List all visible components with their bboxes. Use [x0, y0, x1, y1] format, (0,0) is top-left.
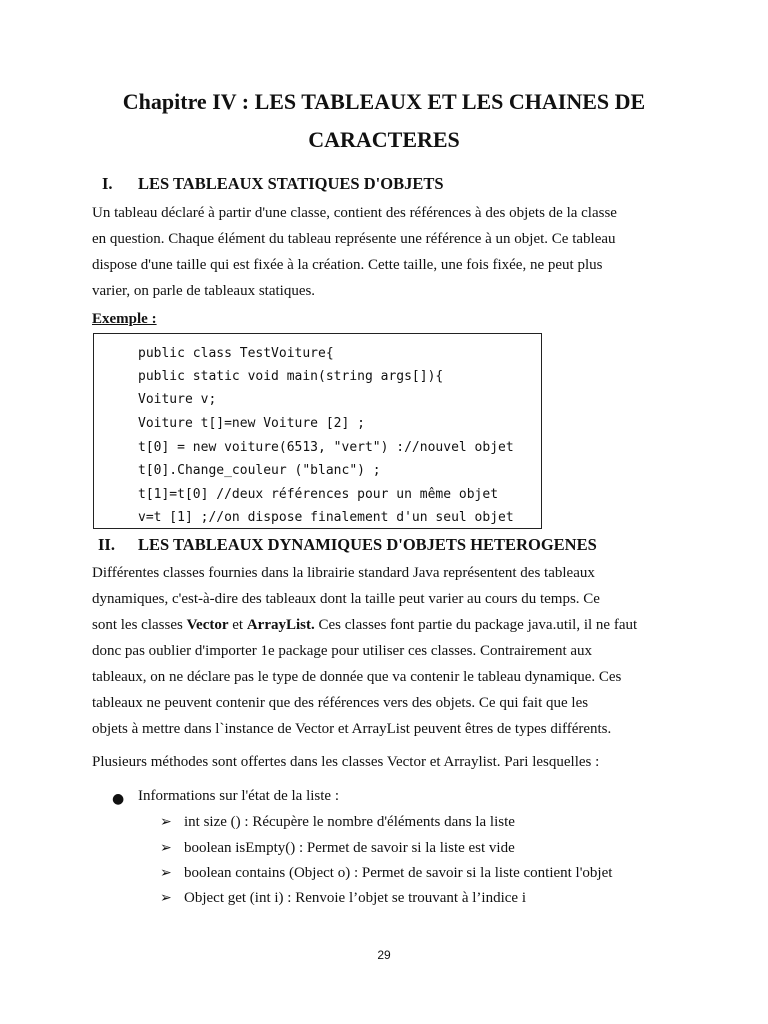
section1-number: I.	[102, 174, 113, 193]
section1-heading	[102, 174, 444, 194]
arrow-right-icon: ➢	[160, 890, 172, 906]
code-line-5: t[0] = new voiture(6513, "vert") ://nouvel objet	[138, 440, 514, 455]
section1-title: LES TABLEAUX STATIQUES D'OBJETS	[138, 174, 444, 193]
section1-line-3: dispose d'une taille qui est fixée à la création. Cette taille, une fois fixée, ne peut plus	[92, 257, 603, 273]
section2-line-6: tableaux ne peuvent contenir que des références vers des objets. Ce qui fait que les	[92, 695, 589, 711]
section2-title: LES TABLEAUX DYNAMIQUES D'OBJETS HETEROGENES	[138, 535, 597, 554]
arrow-right-icon: ➢	[160, 865, 172, 881]
section2-line-3a: sont les classes	[92, 617, 187, 633]
section2-line-2: dynamiques, c'est-à-dire des tableaux dont la taille peut varier au cours du temps. Ce	[92, 591, 600, 607]
methods-intro-text: Plusieurs méthodes sont offertes dans les classes Vector et Arraylist. Pari lesquelles :	[92, 754, 600, 770]
section2-line-4: donc pas oublier d'importer 1e package pour utiliser ces classes. Contrairement aux	[92, 643, 593, 659]
section2-number: II.	[98, 535, 115, 554]
section1-line-4: varier, on parle de tableaux statiques.	[92, 283, 316, 299]
code-line-8: v=t [1] ;//on dispose finalement d'un seul objet	[138, 510, 514, 525]
chapter-title-line1: Chapitre IV : LES TABLEAUX ET LES CHAINES DE	[122, 89, 646, 114]
method-item-4-text: Object get (int i) : Renvoie l’objet se trouvant à l’indice i	[184, 890, 526, 906]
section2-paragraph	[92, 560, 682, 742]
method-item-2	[160, 840, 515, 857]
section1-line-1: Un tableau déclaré à partir d'une classe, contient des références à des objets de la classe	[92, 205, 617, 221]
section1-line-2: en question. Chaque élément du tableau représente une référence à un objet. Ce tableau	[92, 231, 616, 247]
section2-heading	[98, 535, 597, 555]
bullet-text: Informations sur l'état de la liste :	[138, 788, 339, 804]
method-item-3-text: boolean contains (Object o) : Permet de savoir si la liste contient l'objet	[184, 865, 613, 881]
section2-line-1: Différentes classes fournies dans la librairie standard Java représentent des tableaux	[92, 565, 595, 581]
section2-line-3b: et	[228, 617, 247, 633]
example-label: Exemple :	[92, 311, 157, 327]
methods-intro	[92, 749, 682, 775]
arrow-right-icon: ➢	[160, 840, 172, 856]
arrow-right-icon: ➢	[160, 814, 172, 830]
method-item-1-text: int size () : Récupère le nombre d'éléments dans la liste	[184, 814, 515, 830]
page-number: 29	[377, 948, 391, 962]
section1-paragraph	[92, 200, 682, 304]
arraylist-term: ArrayList.	[246, 617, 315, 633]
code-line-1: public class TestVoiture{	[138, 346, 334, 361]
section2-line-5: tableaux, on ne déclare pas le type de donnée que va contenir le tableau dynamique. Ces	[92, 669, 622, 685]
section2-line-3c: Ces classes font partie du package java.util, il ne faut	[314, 617, 638, 633]
code-block	[93, 333, 542, 529]
method-item-2-text: boolean isEmpty() : Permet de savoir si la liste est vide	[184, 840, 515, 856]
code-line-3: Voiture v;	[138, 392, 217, 407]
code-line-4: Voiture t[]=new Voiture [2] ;	[138, 416, 365, 431]
section2-line-7: objets à mettre dans l`instance de Vector et ArrayList peuvent êtres de types différents.	[92, 721, 612, 737]
section2-line-3	[92, 612, 682, 638]
method-item-1	[160, 814, 515, 831]
method-item-3	[160, 865, 612, 882]
code-line-7: t[1]=t[0] //deux références pour un même objet	[138, 487, 499, 502]
code-line-6: t[0].Change_couleur ("blanc") ;	[138, 463, 381, 478]
method-item-4	[160, 890, 526, 907]
code-line-2: public static void main(string args[]){	[138, 369, 444, 384]
bullet-dot-icon: ●	[112, 791, 125, 807]
vector-term: Vector	[186, 617, 229, 633]
chapter-title-line2: CARACTERES	[308, 127, 460, 152]
